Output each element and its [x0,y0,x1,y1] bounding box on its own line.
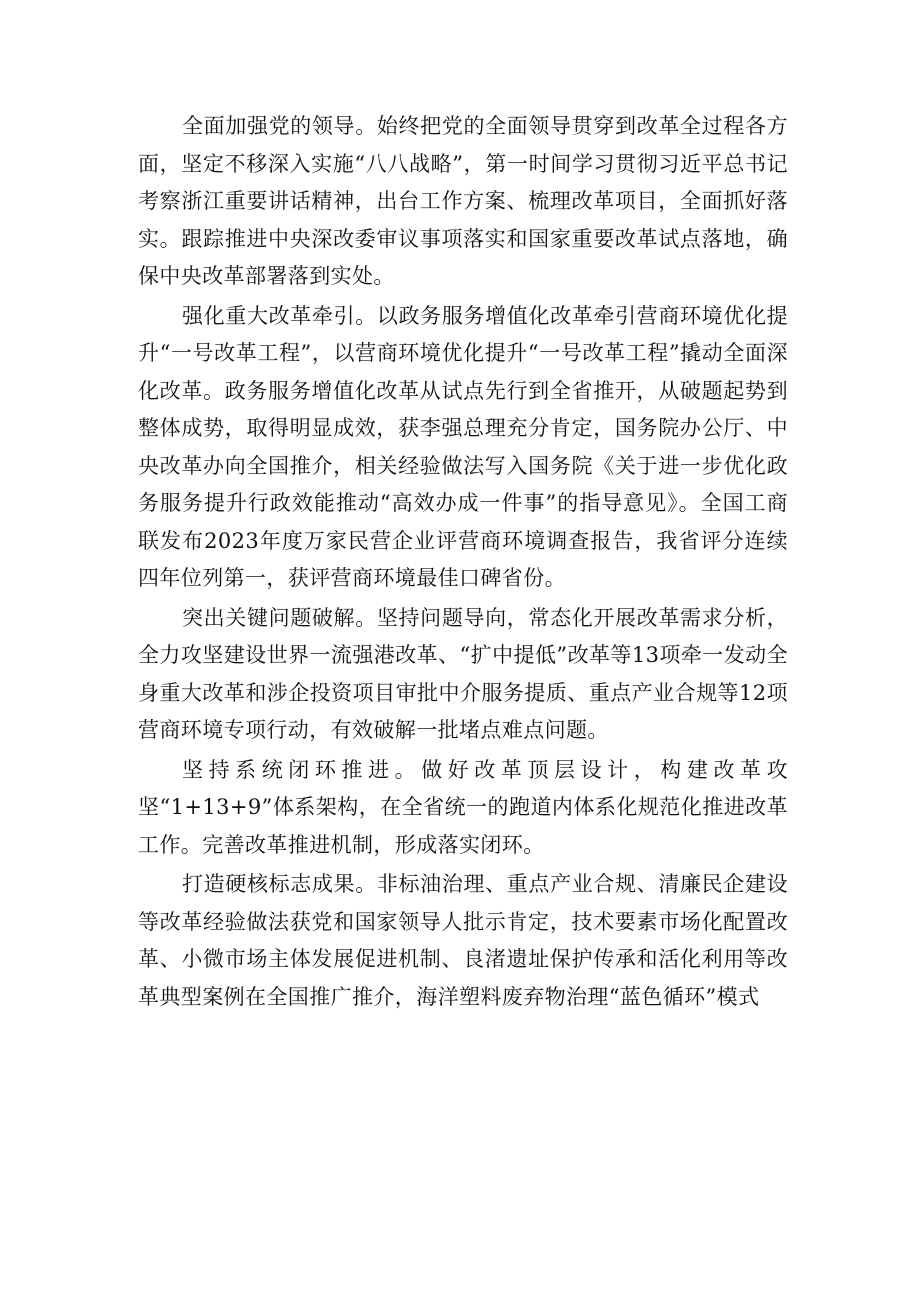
paragraph-party-leadership: 全面加强党的领导。始终把党的全面领导贯穿到改革全过程各方面，坚定不移深入实施“八八战略”，第一时间学习贯彻习近平总书记考察浙江重要讲话精神，出台工作方案、梳理改革项目，全面抓好落实。跟踪推进中央深改委审议事项落实和国家重要改革试点落地，确保中央改革部署落到实处。 [138,114,788,288]
paragraph-major-reform: 强化重大改革牵引。以政务服务增值化改革牵引营商环境优化提升“一号改革工程”，以营商环境优化提升“一号改革工程”撬动全面深化改革。政务服务增值化改革从试点先行到全省推开，从破题起势到整体成势，取得明显成效，获李强总理充分肯定，国务院办公厅、中央改革办向全国推介，相关经验做法写入国务院《关于进一步优化政务服务提升行政效能推动“高效办成一件事”的指导意见》。全国工商联发布2023年度万家民营企业评营商环境调查报告，我省评分连续四年位列第一，获评营商环境最佳口碑省份。 [138,303,788,590]
paragraph-key-problems: 突出关键问题破解。坚持问题导向，常态化开展改革需求分析，全力攻坚建设世界一流强港改革、“扩中提低”改革等13项牵一发动全身重大改革和涉企投资项目审批中介服务提质、重点产业合规等12项营商环境专项行动，有效破解一批堵点难点问题。 [138,605,788,742]
paragraph-hardcore-results: 打造硬核标志成果。非标油治理、重点产业合规、清廉民企建设等改革经验做法获党和国家领导人批示肯定，技术要素市场化配置改革、小微市场主体发展促进机制、良渚遗址保护传承和活化利用等改革典型案例在全国推广推介，海洋塑料废弃物治理“蓝色循环”模式 [138,872,788,1009]
document-body [138,108,788,1016]
paragraph-system-closed-loop: 坚持系统闭环推进。做好改革顶层设计，构建改革攻坚“1+13+9”体系架构，在全省统一的跑道内体系化规范化推进改革工作。完善改革推进机制，形成落实闭环。 [138,757,788,857]
